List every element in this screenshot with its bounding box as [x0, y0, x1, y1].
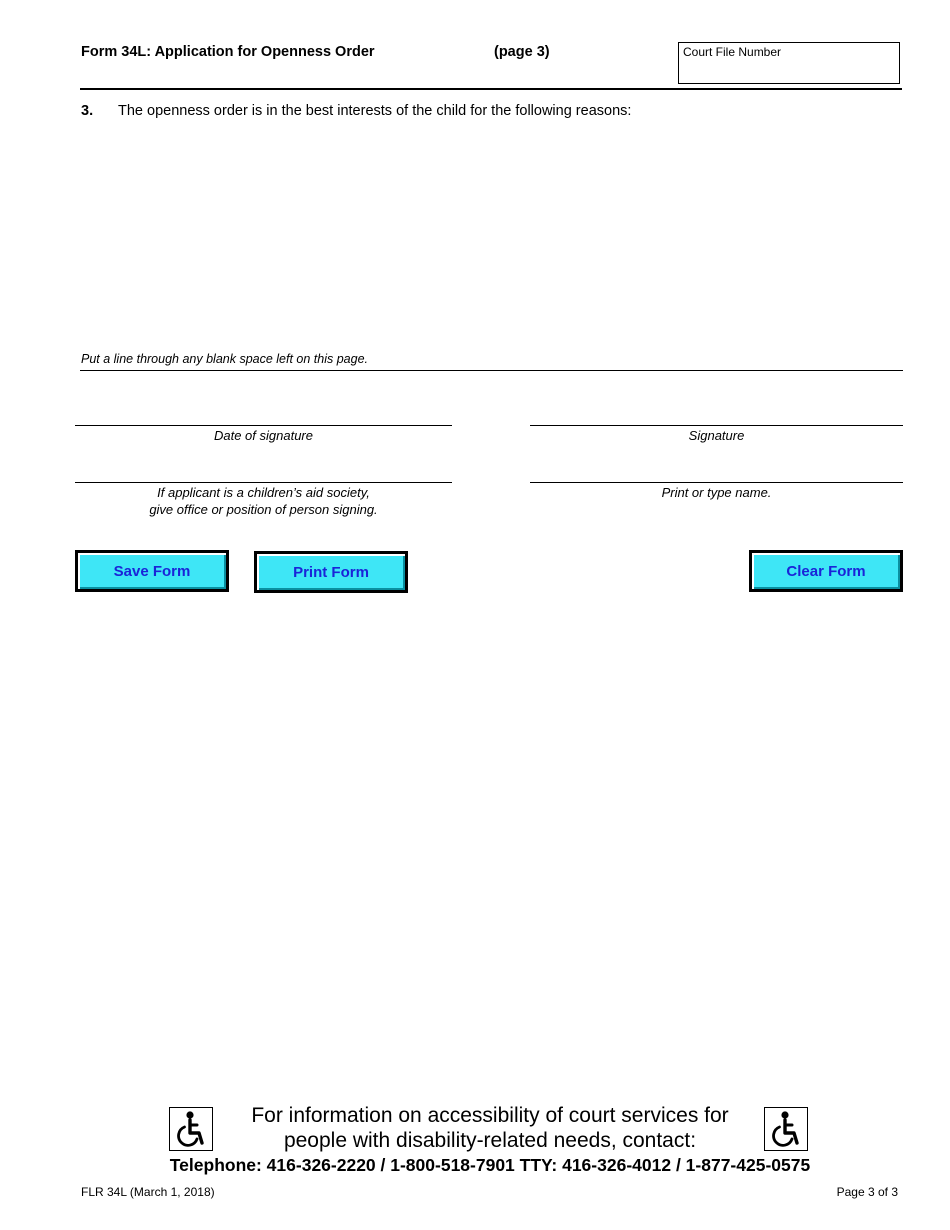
clear-form-button[interactable]: Clear Form [749, 550, 903, 592]
print-name-input[interactable] [533, 461, 901, 481]
office-caption-line-2: give office or position of person signing. [149, 502, 378, 517]
court-file-number-box [678, 42, 900, 84]
form-title: Form 34L: Application for Openness Order [81, 44, 375, 60]
blank-space-note: Put a line through any blank space left on this page. [81, 352, 368, 366]
save-form-button[interactable]: Save Form [75, 550, 229, 592]
court-file-number-input[interactable] [683, 61, 895, 81]
section-text: The openness order is in the best interests of the child for the following reasons: [118, 103, 632, 119]
court-file-number-label: Court File Number [683, 45, 782, 59]
date-signature-line [75, 425, 452, 426]
print-name-line [530, 482, 903, 483]
date-of-signature-caption: Date of signature [213, 428, 313, 443]
page-label: (page 3) [494, 44, 550, 60]
wheelchair-icon [169, 1107, 213, 1151]
note-divider [80, 370, 903, 371]
signature-caption: Signature [688, 428, 745, 443]
print-form-button[interactable]: Print Form [254, 551, 408, 593]
signature-input[interactable] [533, 404, 901, 424]
page-count: Page 3 of 3 [836, 1185, 898, 1199]
header-divider [80, 88, 902, 90]
office-caption-line-1: If applicant is a children’s aid society, [157, 485, 370, 500]
date-of-signature-input[interactable] [78, 404, 450, 424]
accessibility-line-1: For information on accessibility of court services for [251, 1104, 729, 1127]
office-position-input[interactable] [78, 461, 450, 481]
wheelchair-icon [764, 1107, 808, 1151]
section-number: 3. [81, 103, 94, 119]
form-code: FLR 34L (March 1, 2018) [81, 1185, 215, 1199]
office-position-caption [75, 484, 452, 518]
print-name-caption: Print or type name. [661, 485, 772, 500]
reasons-textarea[interactable] [81, 126, 901, 346]
accessibility-line-2: people with disability-related needs, contact: [283, 1129, 697, 1152]
office-position-line [75, 482, 452, 483]
signature-line [530, 425, 903, 426]
telephone-line: Telephone: 416-326-2220 / 1-800-518-7901 TTY: 416-326-4012 / 1-877-425-0575 [169, 1155, 811, 1175]
